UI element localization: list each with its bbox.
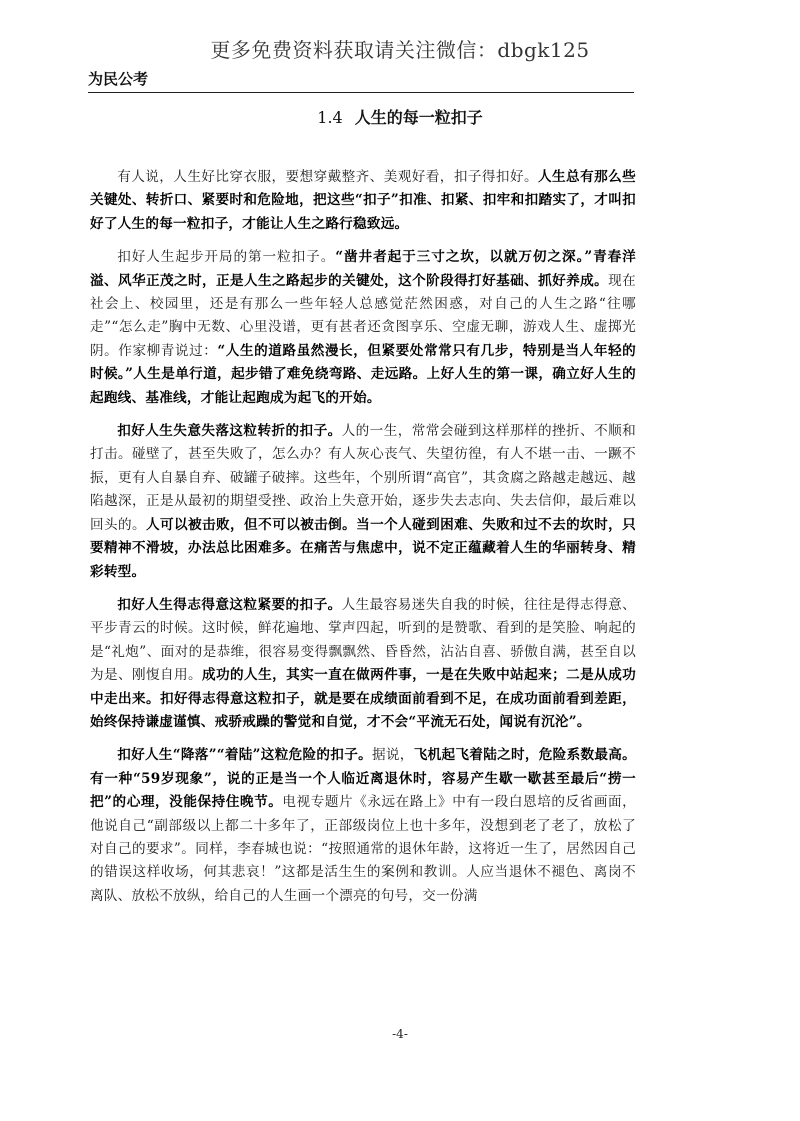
section-title-text: 人生的每一粒扣子 (354, 108, 483, 127)
bold-text-segment: 成功的人生，其实一直在做两件事，一是在失败中站起来；二是从成功中走出来。扣好得志得意这粒扣子，就是要在成绩面前看到不足，在成功面前看到差距，始终保持谦虚谨慎、戒骄戒躁的警觉和自觉，才不会“平流无石处，闻说有沉沦”。 (90, 667, 637, 730)
paragraph (90, 594, 636, 734)
paragraph (90, 246, 636, 410)
section-title (0, 105, 800, 128)
text-segment: 扣好人生起步开局的第一粒扣子。 (117, 249, 336, 266)
bold-text-segment: 人生总有那么些关键处、转折口、紧要时和危险地，把这些“扣子”扣准、扣紧、扣牢和扣踏实了，才叫扣好了人生的每一粒扣子，才能让人生之路行稳致远。 (90, 169, 637, 232)
bold-text-segment: 扣好人生失意失落这粒转折的扣子。 (117, 423, 342, 440)
bold-text-segment: 扣好人生得志得意这粒紧要的扣子。 (117, 596, 342, 613)
text-segment: 人的一生，常常会碰到这样那样的挫折、不顺和打击。碰壁了，甚至失败了，怎么办？有人灰心丧气、失望彷徨，有人不堪一击、一蹶不振，更有人自暴自弃、破罐子破摔。这些年，个别所谓“高官”，其贪腐之路越走越远、越陷越深，正是从最初的期望受挫、政治上失意开始，逐步失去志向、失去信仰，最后难以回头的。 (90, 423, 637, 533)
bold-text-segment: 飞机起飞着陆之时，危险系数最高。有一种“59岁现象”，说的正是当一个人临近离退休时，容易产生歇一歇甚至最后“捞一把”的心理，没能保持住晚节。 (90, 747, 637, 811)
paragraph (90, 166, 636, 236)
bold-text-segment: “凿井者起于三寸之坎，以就万仞之深。”青春洋溢、风华正茂之时，正是人生之路起步的关键处，这个阶段得打好基础、抓好养成。 (90, 249, 636, 289)
text-segment: 现在社会上、校园里，还是有那么一些年轻人总感觉茫然困惑，对自己的人生之路“往哪走”“怎么走”胸中无数、心里没谱，更有甚者还贪图享乐、空虚无聊，游戏人生、虚掷光阴。作家柳青说过： (90, 272, 637, 359)
article-body (90, 166, 636, 918)
wechat-notice: 更多免费资料获取请关注微信：dbgk125 (210, 38, 590, 62)
page-number: -4- (392, 1027, 408, 1041)
text-segment: 人生最容易迷失自我的时候，往往是得志得意、平步青云的时候。这时候，鲜花遍地、掌声四起，听到的是赞歌、看到的是笑脸、响起的是“礼炮”、面对的是恭维，很容易变得飘飘然、昏昏然，沾沾自喜、骄傲自满，甚至自以为是、刚愎自用。 (90, 596, 637, 684)
header-rule (88, 92, 634, 93)
bold-text-segment: 人可以被击败，但不可以被击倒。当一个人碰到困难、失败和过不去的坎时，只要精神不滑坡，办法总比困难多。在痛苦与焦虑中，说不定正蕴藏着人生的华丽转身、精彩转型。 (90, 516, 637, 580)
bold-text-segment: “人生的道路虽然漫长，但紧要处常常只有几步，特别是当人年轻的时候。”人生是单行道，起步错了难免绕弯路、走远路。上好人生的第一课，确立好人生的起跑线、基准线，才能让起跑成为起飞的开始。 (90, 342, 636, 406)
text-segment: 据说， (372, 747, 414, 764)
paragraph (90, 744, 636, 908)
running-head: 为民公考 (88, 70, 149, 88)
section-number: 1.4 (317, 108, 343, 127)
bold-text-segment: 扣好人生“降落”“着陆”这粒危险的扣子。 (117, 747, 372, 764)
text-segment: 电视专题片《永远在路上》中有一段白恩培的反省画面，他说自己“副部级以上都二十多年了，正部级岗位上也十多年，没想到老了老了，放松了对自己的要求”。同样，李春城也说：“按照通常的退休年龄，这将近一生了，居然因自己的错误这样收场，何其悲哀！”这都是活生生的案例和教训。人应当退休不褪色、离岗不离队、放松不放纵，给自己的人生画一个漂亮的句号，交一份满 (90, 794, 636, 904)
paragraph (90, 420, 636, 584)
text-segment: 有人说，人生好比穿衣服，要想穿戴整齐、美观好看，扣子得扣好。 (117, 169, 538, 185)
